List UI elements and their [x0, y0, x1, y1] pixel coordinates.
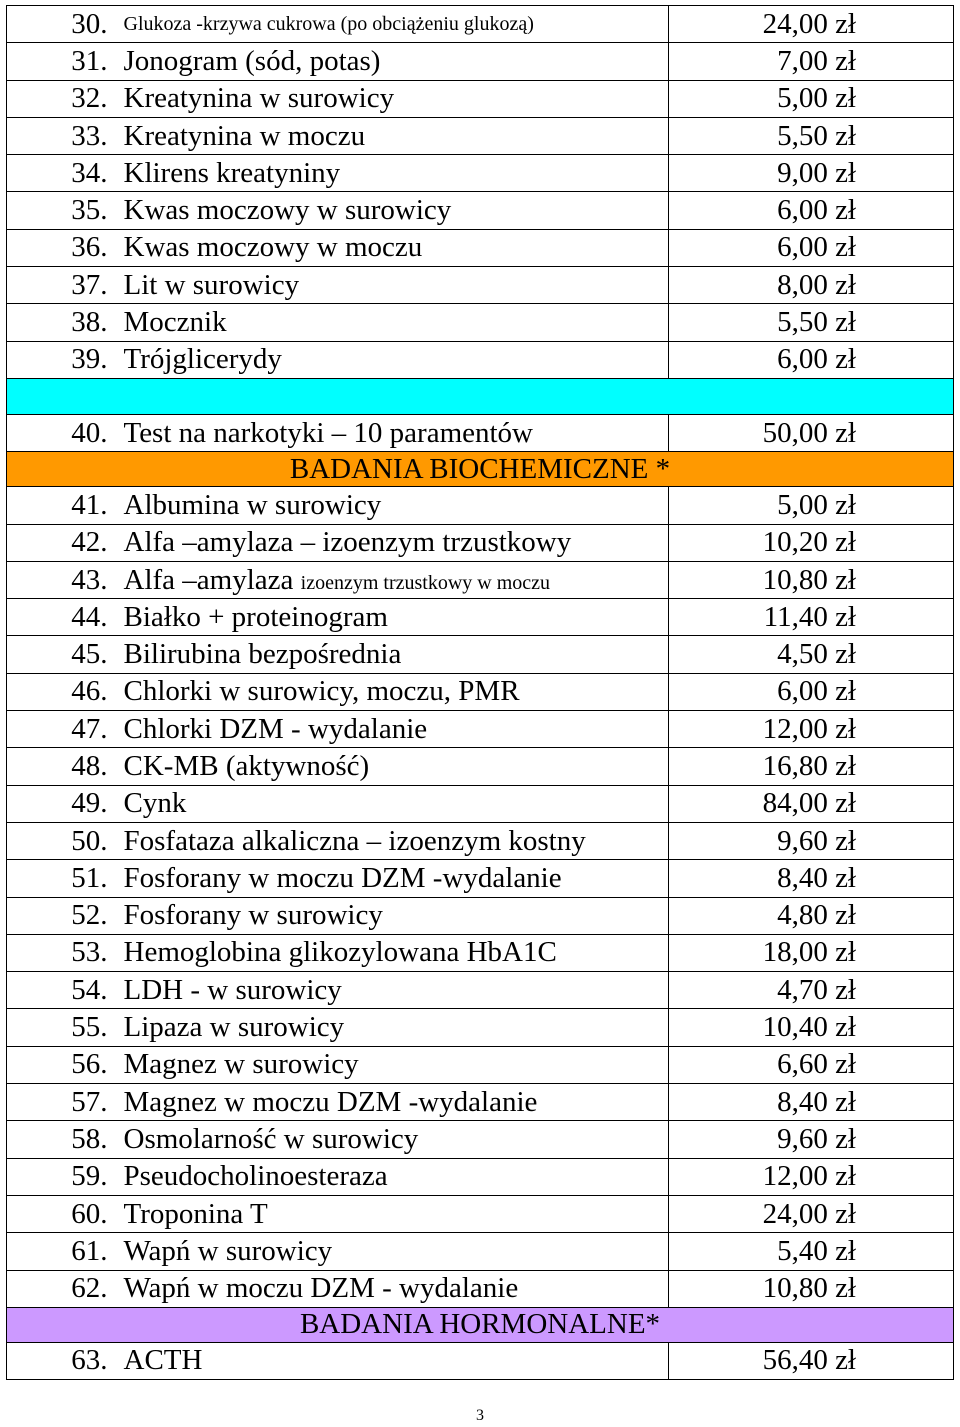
- test-name: Fosforany w surowicy: [116, 897, 669, 934]
- price-list-table: [6, 5, 954, 1380]
- row-number: 42.: [7, 524, 116, 561]
- blank-separator-row: [7, 378, 954, 414]
- row-number: 36.: [7, 229, 116, 266]
- row-number: 34.: [7, 155, 116, 192]
- row-number: 46.: [7, 673, 116, 710]
- test-price: 8,40 zł: [668, 860, 954, 897]
- row-number: 38.: [7, 304, 116, 341]
- test-price: 24,00 zł: [668, 6, 954, 43]
- test-price: 8,40 zł: [668, 1084, 954, 1121]
- table-row: [7, 748, 954, 785]
- test-price: 18,00 zł: [668, 934, 954, 971]
- test-name: Mocznik: [116, 304, 669, 341]
- table-row: [7, 822, 954, 859]
- table-row: [7, 43, 954, 80]
- test-price: 24,00 zł: [668, 1195, 954, 1232]
- test-price: 10,80 zł: [668, 1270, 954, 1307]
- table-row: [7, 1233, 954, 1270]
- test-name: Chlorki DZM - wydalanie: [116, 711, 669, 748]
- table-row: [7, 1046, 954, 1083]
- test-price: 56,40 zł: [668, 1342, 954, 1379]
- test-name: Kreatynina w surowicy: [116, 80, 669, 117]
- test-price: 4,70 zł: [668, 972, 954, 1009]
- test-price: 6,00 zł: [668, 673, 954, 710]
- test-name: Wapń w surowicy: [116, 1233, 669, 1270]
- row-number: 37.: [7, 267, 116, 304]
- test-name: LDH - w surowicy: [116, 972, 669, 1009]
- page-number: 3: [476, 1407, 484, 1424]
- table-row: [7, 1270, 954, 1307]
- row-number: 40.: [7, 414, 116, 451]
- table-row: [7, 1009, 954, 1046]
- test-name: Albumina w surowicy: [116, 487, 669, 524]
- table-row: [7, 636, 954, 673]
- test-name: Osmolarność w surowicy: [116, 1121, 669, 1158]
- test-name: Glukoza -krzywa cukrowa (po obciążeniu glukozą): [116, 6, 669, 43]
- table-row: [7, 673, 954, 710]
- test-price: 10,20 zł: [668, 524, 954, 561]
- test-name: Bilirubina bezpośrednia: [116, 636, 669, 673]
- test-name: Jonogram (sód, potas): [116, 43, 669, 80]
- test-name: Cynk: [116, 785, 669, 822]
- table-row: [7, 1342, 954, 1379]
- row-number: 45.: [7, 636, 116, 673]
- section-header-biochemistry: [7, 452, 954, 487]
- row-number: 63.: [7, 1342, 116, 1379]
- row-number: 39.: [7, 341, 116, 378]
- row-number: 52.: [7, 897, 116, 934]
- test-name: Trójglicerydy: [116, 341, 669, 378]
- test-price: 4,50 zł: [668, 636, 954, 673]
- test-price: 11,40 zł: [668, 599, 954, 636]
- test-price: 5,40 zł: [668, 1233, 954, 1270]
- row-number: 58.: [7, 1121, 116, 1158]
- row-number: 31.: [7, 43, 116, 80]
- test-name: CK-MB (aktywność): [116, 748, 669, 785]
- test-price: 8,00 zł: [668, 267, 954, 304]
- section-header-hormonal: [7, 1307, 954, 1342]
- section-header-label: BADANIA HORMONALNE*: [7, 1307, 954, 1342]
- row-number: 44.: [7, 599, 116, 636]
- table-row: [7, 934, 954, 971]
- test-price: 9,60 zł: [668, 822, 954, 859]
- row-number: 53.: [7, 934, 116, 971]
- test-price: 5,50 zł: [668, 304, 954, 341]
- row-number: 54.: [7, 972, 116, 1009]
- test-price: 10,80 zł: [668, 561, 954, 598]
- row-number: 62.: [7, 1270, 116, 1307]
- table-row: [7, 599, 954, 636]
- table-row: [7, 524, 954, 561]
- test-name: Kwas moczowy w surowicy: [116, 192, 669, 229]
- table-row: [7, 341, 954, 378]
- test-name-tail: izoenzym trzustkowy w moczu: [300, 571, 551, 594]
- test-name: Fosforany w moczu DZM -wydalanie: [116, 860, 669, 897]
- test-name: ACTH: [116, 1342, 669, 1379]
- test-price: 50,00 zł: [668, 414, 954, 451]
- test-name: Lit w surowicy: [116, 267, 669, 304]
- row-number: 32.: [7, 80, 116, 117]
- table-row: [7, 972, 954, 1009]
- table-row: [7, 711, 954, 748]
- row-number: 30.: [7, 6, 116, 43]
- row-number: 55.: [7, 1009, 116, 1046]
- test-name: Fosfataza alkaliczna – izoenzym kostny: [116, 822, 669, 859]
- table-row: [7, 487, 954, 524]
- test-price: 6,00 zł: [668, 341, 954, 378]
- row-number: 59.: [7, 1158, 116, 1195]
- table-row: [7, 897, 954, 934]
- row-number: 60.: [7, 1195, 116, 1232]
- test-name: Klirens kreatyniny: [116, 155, 669, 192]
- table-row: [7, 117, 954, 154]
- test-price: 5,50 zł: [668, 117, 954, 154]
- test-price: 5,00 zł: [668, 487, 954, 524]
- row-number: 51.: [7, 860, 116, 897]
- table-row: [7, 561, 954, 598]
- test-name: [116, 561, 669, 598]
- test-price: 12,00 zł: [668, 711, 954, 748]
- test-price: 7,00 zł: [668, 43, 954, 80]
- row-number: 56.: [7, 1046, 116, 1083]
- row-number: 57.: [7, 1084, 116, 1121]
- test-price: 4,80 zł: [668, 897, 954, 934]
- test-name: Kwas moczowy w moczu: [116, 229, 669, 266]
- test-name: Hemoglobina glikozylowana HbA1C: [116, 934, 669, 971]
- test-name: Białko + proteinogram: [116, 599, 669, 636]
- test-price: 9,00 zł: [668, 155, 954, 192]
- blank-cell: [7, 378, 954, 414]
- test-name: Test na narkotyki – 10 paramentów: [116, 414, 669, 451]
- table-row: [7, 785, 954, 822]
- test-name: Magnez w moczu DZM -wydalanie: [116, 1084, 669, 1121]
- test-price: 9,60 zł: [668, 1121, 954, 1158]
- test-name: Wapń w moczu DZM - wydalanie: [116, 1270, 669, 1307]
- test-name: Lipaza w surowicy: [116, 1009, 669, 1046]
- table-row: [7, 1195, 954, 1232]
- test-price: 6,00 zł: [668, 192, 954, 229]
- test-price: 5,00 zł: [668, 80, 954, 117]
- table-row: [7, 304, 954, 341]
- row-number: 43.: [7, 561, 116, 598]
- test-price: 6,60 zł: [668, 1046, 954, 1083]
- test-name: Magnez w surowicy: [116, 1046, 669, 1083]
- row-number: 35.: [7, 192, 116, 229]
- row-number: 41.: [7, 487, 116, 524]
- table-row: [7, 1084, 954, 1121]
- table-row: [7, 155, 954, 192]
- test-price: 84,00 zł: [668, 785, 954, 822]
- test-name: Troponina T: [116, 1195, 669, 1232]
- test-price: 12,00 zł: [668, 1158, 954, 1195]
- test-name: Pseudocholinoesteraza: [116, 1158, 669, 1195]
- table-row: [7, 229, 954, 266]
- table-row: [7, 1121, 954, 1158]
- row-number: 61.: [7, 1233, 116, 1270]
- test-name: Chlorki w surowicy, moczu, PMR: [116, 673, 669, 710]
- row-number: 50.: [7, 822, 116, 859]
- table-row: [7, 6, 954, 43]
- test-price: 10,40 zł: [668, 1009, 954, 1046]
- table-row: [7, 80, 954, 117]
- test-name: Kreatynina w moczu: [116, 117, 669, 154]
- test-name: Alfa –amylaza – izoenzym trzustkowy: [116, 524, 669, 561]
- table-row: [7, 860, 954, 897]
- table-row: [7, 414, 954, 451]
- table-row: [7, 1158, 954, 1195]
- table-row: [7, 267, 954, 304]
- test-price: 6,00 zł: [668, 229, 954, 266]
- section-header-label: BADANIA BIOCHEMICZNE *: [7, 452, 954, 487]
- row-number: 33.: [7, 117, 116, 154]
- row-number: 47.: [7, 711, 116, 748]
- test-name-main: Alfa –amylaza: [123, 563, 301, 596]
- test-price: 16,80 zł: [668, 748, 954, 785]
- table-row: [7, 192, 954, 229]
- row-number: 48.: [7, 748, 116, 785]
- row-number: 49.: [7, 785, 116, 822]
